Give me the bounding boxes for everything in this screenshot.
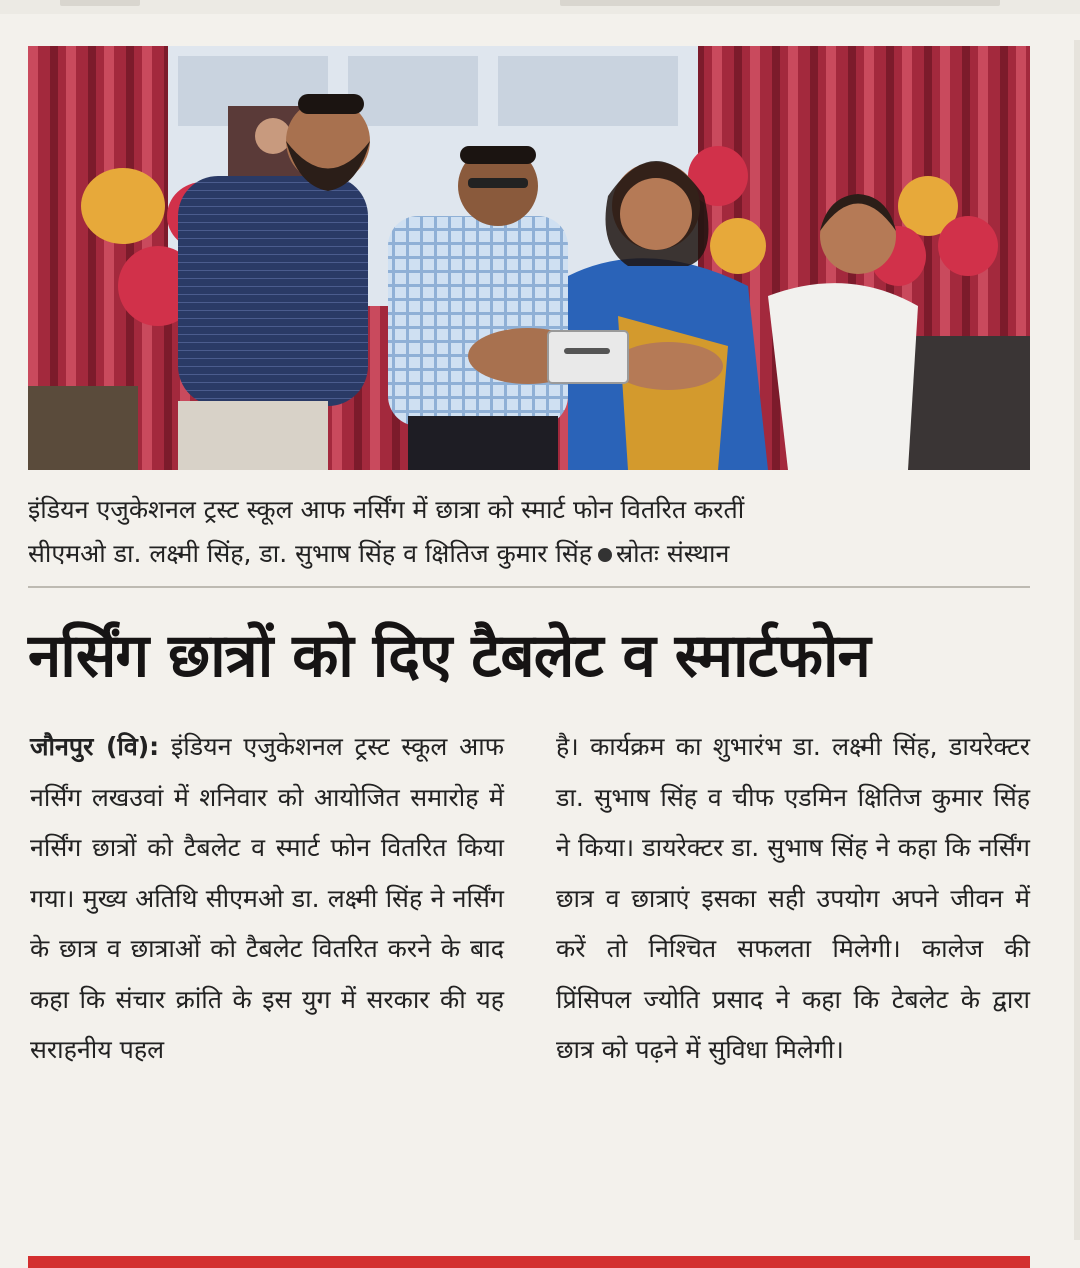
caption-line-2 — [28, 532, 1028, 576]
caption-names: सीएमओ डा. लक्ष्मी सिंह, डा. सुभाष सिंह व क्षितिज कुमार सिंह — [28, 539, 593, 568]
article-column-left — [30, 722, 504, 1076]
dateline: जौनपुर (वि): — [30, 732, 160, 761]
adjacent-column-edge — [1074, 40, 1080, 1240]
bottom-red-rule — [28, 1256, 1030, 1268]
article-text-left: इंडियन एजुकेशनल ट्रस्ट स्कूल आफ नर्सिंग लखउवां में शनिवार को आयोजित समारोह में नर्सिंग छात्रों को टैबलेट व स्मार्ट फोन वितरित किया गया। मुख्य अतिथि सीएमओ डा. लक्ष्मी सिंह ने नर्सिंग के छात्र व छात्राओं को टैबलेट वितरित करने के बाद कहा कि संचार क्रांति के इस युग में सरकार की यह सराहनीय पहल — [30, 732, 504, 1064]
news-photo — [28, 46, 1030, 470]
headline: नर्सिंग छात्रों को दिए टैबलेट व स्मार्टफोन — [28, 621, 870, 691]
caption-divider — [28, 586, 1030, 588]
news-photo-icon — [28, 46, 1030, 470]
article-column-right — [556, 722, 1030, 1076]
top-page-strip — [0, 0, 1080, 14]
cropped-text-fragment — [60, 0, 140, 6]
article-text-right: है। कार्यक्रम का शुभारंभ डा. लक्ष्मी सिंह, डायरेक्टर डा. सुभाष सिंह व चीफ एडमिन क्षितिज कुमार सिंह ने किया। डायरेक्टर डा. सुभाष सिंह ने कहा कि नर्सिंग छात्र व छात्राएं इसका सही उपयोग अपने जीवन में करें तो निश्चित सफलता मिलेगी। कालेज की प्रिंसिपल ज्योति प्रसाद ने कहा कि टेबलेट के द्वारा छात्र को पढ़ने में सुविधा मिलेगी। — [556, 732, 1030, 1064]
bullet-icon — [598, 548, 612, 562]
caption-line-1: इंडियन एजुकेशनल ट्रस्ट स्कूल आफ नर्सिंग में छात्रा को स्मार्ट फोन वितरित करतीं — [28, 495, 745, 524]
photo-caption — [28, 488, 1028, 576]
cropped-text-fragment — [560, 0, 1000, 6]
caption-source: स्रोतः संस्थान — [616, 539, 730, 568]
